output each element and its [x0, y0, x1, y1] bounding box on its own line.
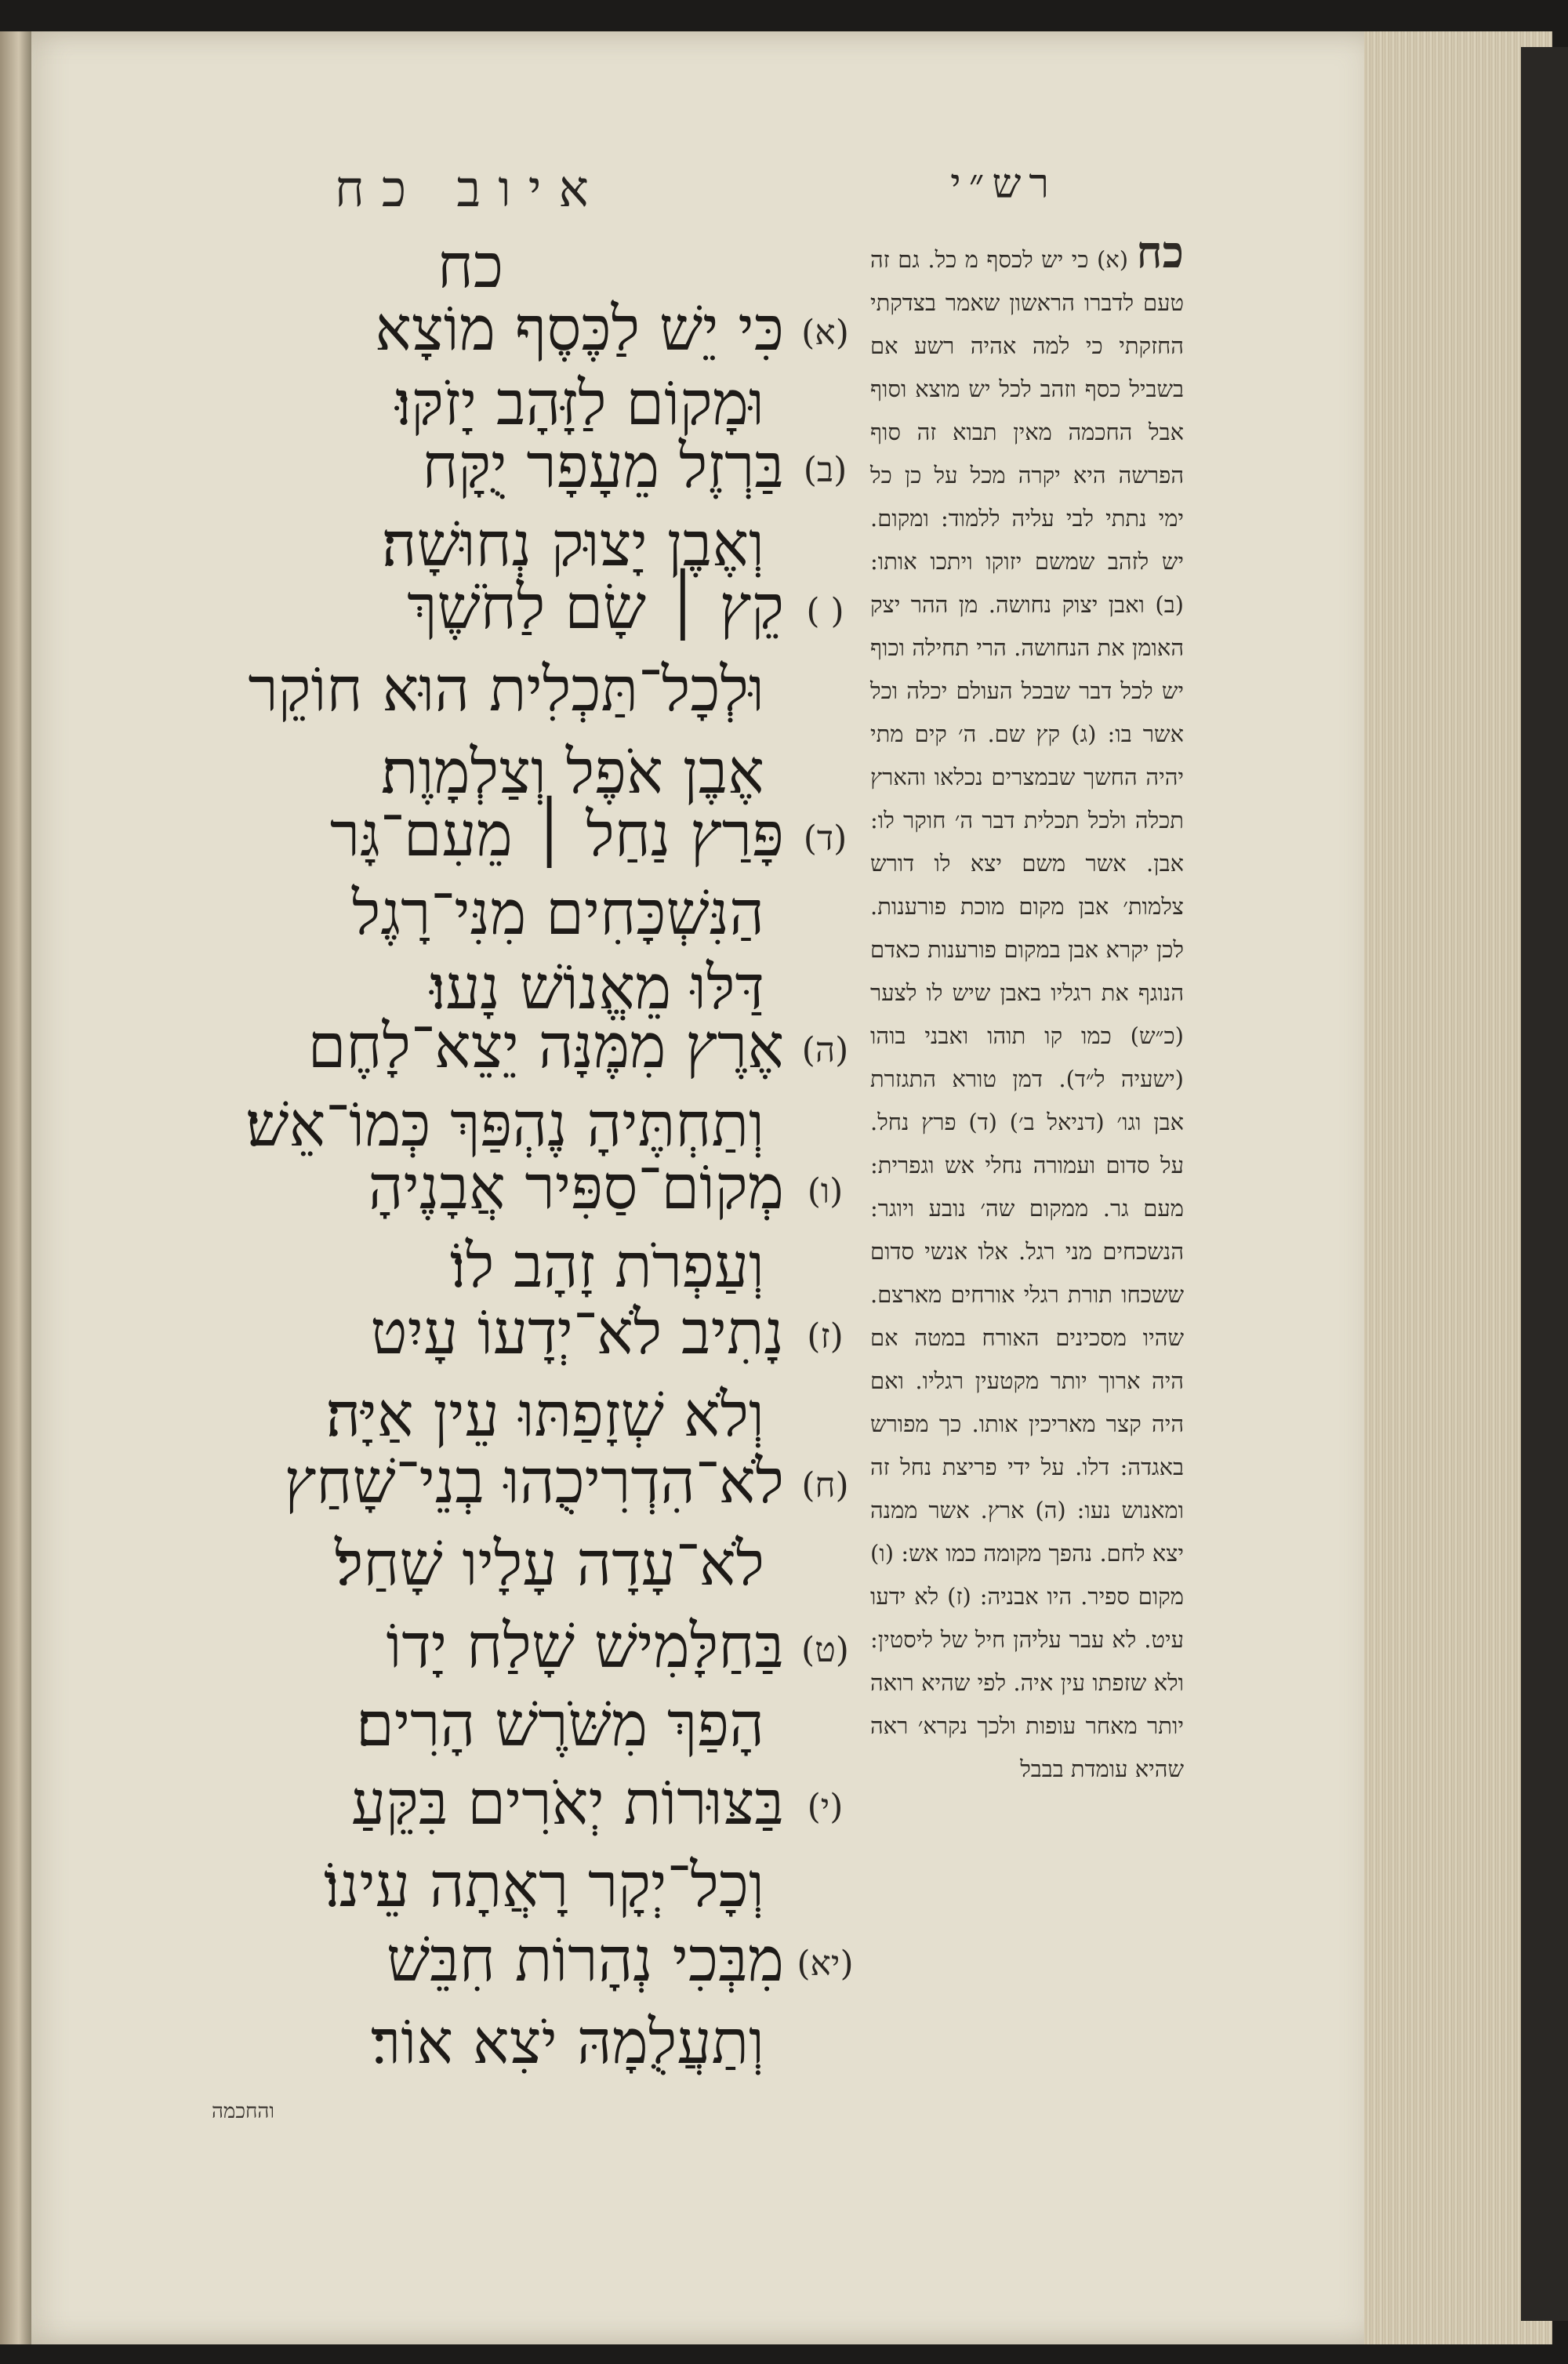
verse-line: אֶרֶץ מִמֶּנָּה יֵצֵא־לָחֶם: [307, 1011, 784, 1082]
catchword: והחכמה: [211, 2100, 275, 2123]
verse-line: וְתַעֲלֻמָהּ יֹצִא אוֹר׃: [370, 2007, 764, 2078]
verse-line: בַּחַלָּמִישׁ שָׁלַח יָדוֹ: [386, 1611, 784, 1682]
commentary-chapter-number: כח: [1136, 227, 1184, 278]
left-page-edge: [0, 31, 31, 2344]
commentary-text: (א) כי יש לכסף מ כל. גם זה טעם לדברו הראשון שאמר בצדקתי החזקתי כי למה אהיה רשע אם בשביל כסף וזהב לכל יש מוצא וסוף אבל החכמה מאין תבוא זה סוף הפרשה היא יקרה מכל על כן כל ימי נתתי לבי עליה ללמוד: ומקום. יש לזהב שמשם יזוקו ויתכו אותו: (ב) ואבן יצוק נחושה. מן ההר יצק האומן את הנחושה. הרי תחילה וכוף יש לכל דבר שבכל העולם יכלה וכל אשר בו: (ג) קץ שם. ה׳ קים מתי יהיה החשך שבמצרים נכלאו והארץ תכלה ולכל תכלית דבר ה׳ חוקר לו: אבן. אשר משם יצא לו דורש צלמות׳ אבן מקום מוכת פורענות. לכן יקרא אבן במקום פורענות כאדם הנוגף את רגליו באבן שיש לו לצער (כ״ש) כמו קו תוהו ואבני בוהו (ישעיה ל״ד). דמן טורא התגזרת אבן וגו׳ (דניאל ב׳) (ד) פרץ נחל. על סדום ועמורה נחלי אש וגפרית: מעם גר. ממקום שה׳ נובע ויוגר: הנשכחים מני רגל. אלו אנשי סדום ששכחו תורת רגלי אורחים מארצם. שהיו מסכינים האורח במטה אם היה ארוך יותר מקטעין רגליו. ואם היה קצר מאריכין אותו. כך מפורש באגדה: דלו. על ידי פריצת נחל זה ומאנוש נעו: (ה) ארץ. אשר ממנה יצא לחם. נהפך מקומה כמו אש: (ו) מקום ספיר. היו אבניה: (ז) לא ידעו עיט. לא עבר עליהן חיל של ליסטין: ולא שזפתו עין איה. לפי שהיא רואה יותר מאחר עופות ולכך נקרא׳ ראה שהיא עומדת בבבל: [870, 246, 1184, 1782]
verse-line: כִּי יֵשׁ לַכֶּסֶף מוֹצָא: [375, 294, 784, 365]
running-head-book: איוב כח: [335, 161, 606, 219]
verse-line: נָתִיב לֹא־יְדָעוֹ עָיִט: [370, 1298, 784, 1368]
verse-line: דַּלּוּ מֵאֱנוֹשׁ נָעוּ׃: [430, 953, 764, 1023]
verse-line: בַּרְזֶל מֵעָפָר יֻקָּח: [422, 431, 784, 502]
verse-line: וְתַחְתֶּיהָ נֶהְפַּךְ כְּמוֹ־אֵשׁ׃: [245, 1090, 764, 1160]
verse-line: מִבְּכִי נְהָרוֹת חִבֵּשׁ: [386, 1925, 784, 1995]
verse-number: ( ): [806, 591, 844, 631]
verse-line: הָפַךְ מִשֹּׁרֶשׁ הָרִים׃: [356, 1690, 764, 1760]
verse-line: וּמָקוֹם לַזָּהָב יָזֹקּוּ׃: [395, 369, 764, 439]
running-head-commentary: רש״י: [950, 161, 1057, 208]
verse-line: מְקוֹם־סַפִּיר אֲבָנֶיהָ: [368, 1153, 784, 1223]
verse-number: (ד): [803, 819, 848, 859]
verse-line: לֹא־עָדָה עָלָיו שָׁחַל׃: [334, 1529, 764, 1600]
verse-number: (ה): [801, 1030, 849, 1070]
verse-line: וְלֹא שְׁזָפַתּוּ עֵין אַיָּה׃: [325, 1380, 764, 1451]
verse-line: קֵץ ׀ שָׂם לַחֹשֶׁךְ: [407, 572, 784, 643]
verse-number: (ו): [807, 1171, 844, 1211]
verse-number: (א): [801, 313, 849, 353]
verse-line: הַנִּשְׁכָּחִים מִנִּי־רָגֶל: [351, 878, 764, 949]
chapter-number: כח: [437, 231, 504, 302]
rashi-commentary: [870, 227, 1184, 2082]
verse-line: וְאֶבֶן יָצוּק נְחוּשָׁה׃: [381, 510, 764, 580]
verse-number: (ב): [803, 450, 848, 490]
verse-line: פָּרַץ נַחַל ׀ מֵעִם־גָּר: [329, 800, 784, 870]
background-shadow: [1521, 47, 1568, 2321]
verse-line: אֶבֶן אֹפֶל וְצַלְמָוֶת׃: [380, 737, 764, 808]
verse-number: (י): [807, 1787, 844, 1827]
verse-line: לֹא־הִדְרִיכֻהוּ בְנֵי־שָׁחַץ: [284, 1447, 784, 1517]
verse-line: בַּצּוּרוֹת יְאֹרִים בִּקֵּעַ: [350, 1768, 784, 1839]
verse-line: וּלְכָל־תַּכְלִית הוּא חוֹקֵר: [248, 655, 764, 725]
verse-line: וְכָל־יְקָר רָאֲתָה עֵינוֹ׃: [324, 1850, 764, 1921]
verse-number: (יא): [797, 1944, 854, 1984]
verse-number: (ז): [807, 1316, 844, 1356]
verse-number: (ח): [801, 1465, 849, 1505]
verse-number: (ט): [801, 1630, 849, 1670]
verse-line: וְעַפְרֹת זָהָב לוֹ׃: [449, 1231, 764, 1302]
